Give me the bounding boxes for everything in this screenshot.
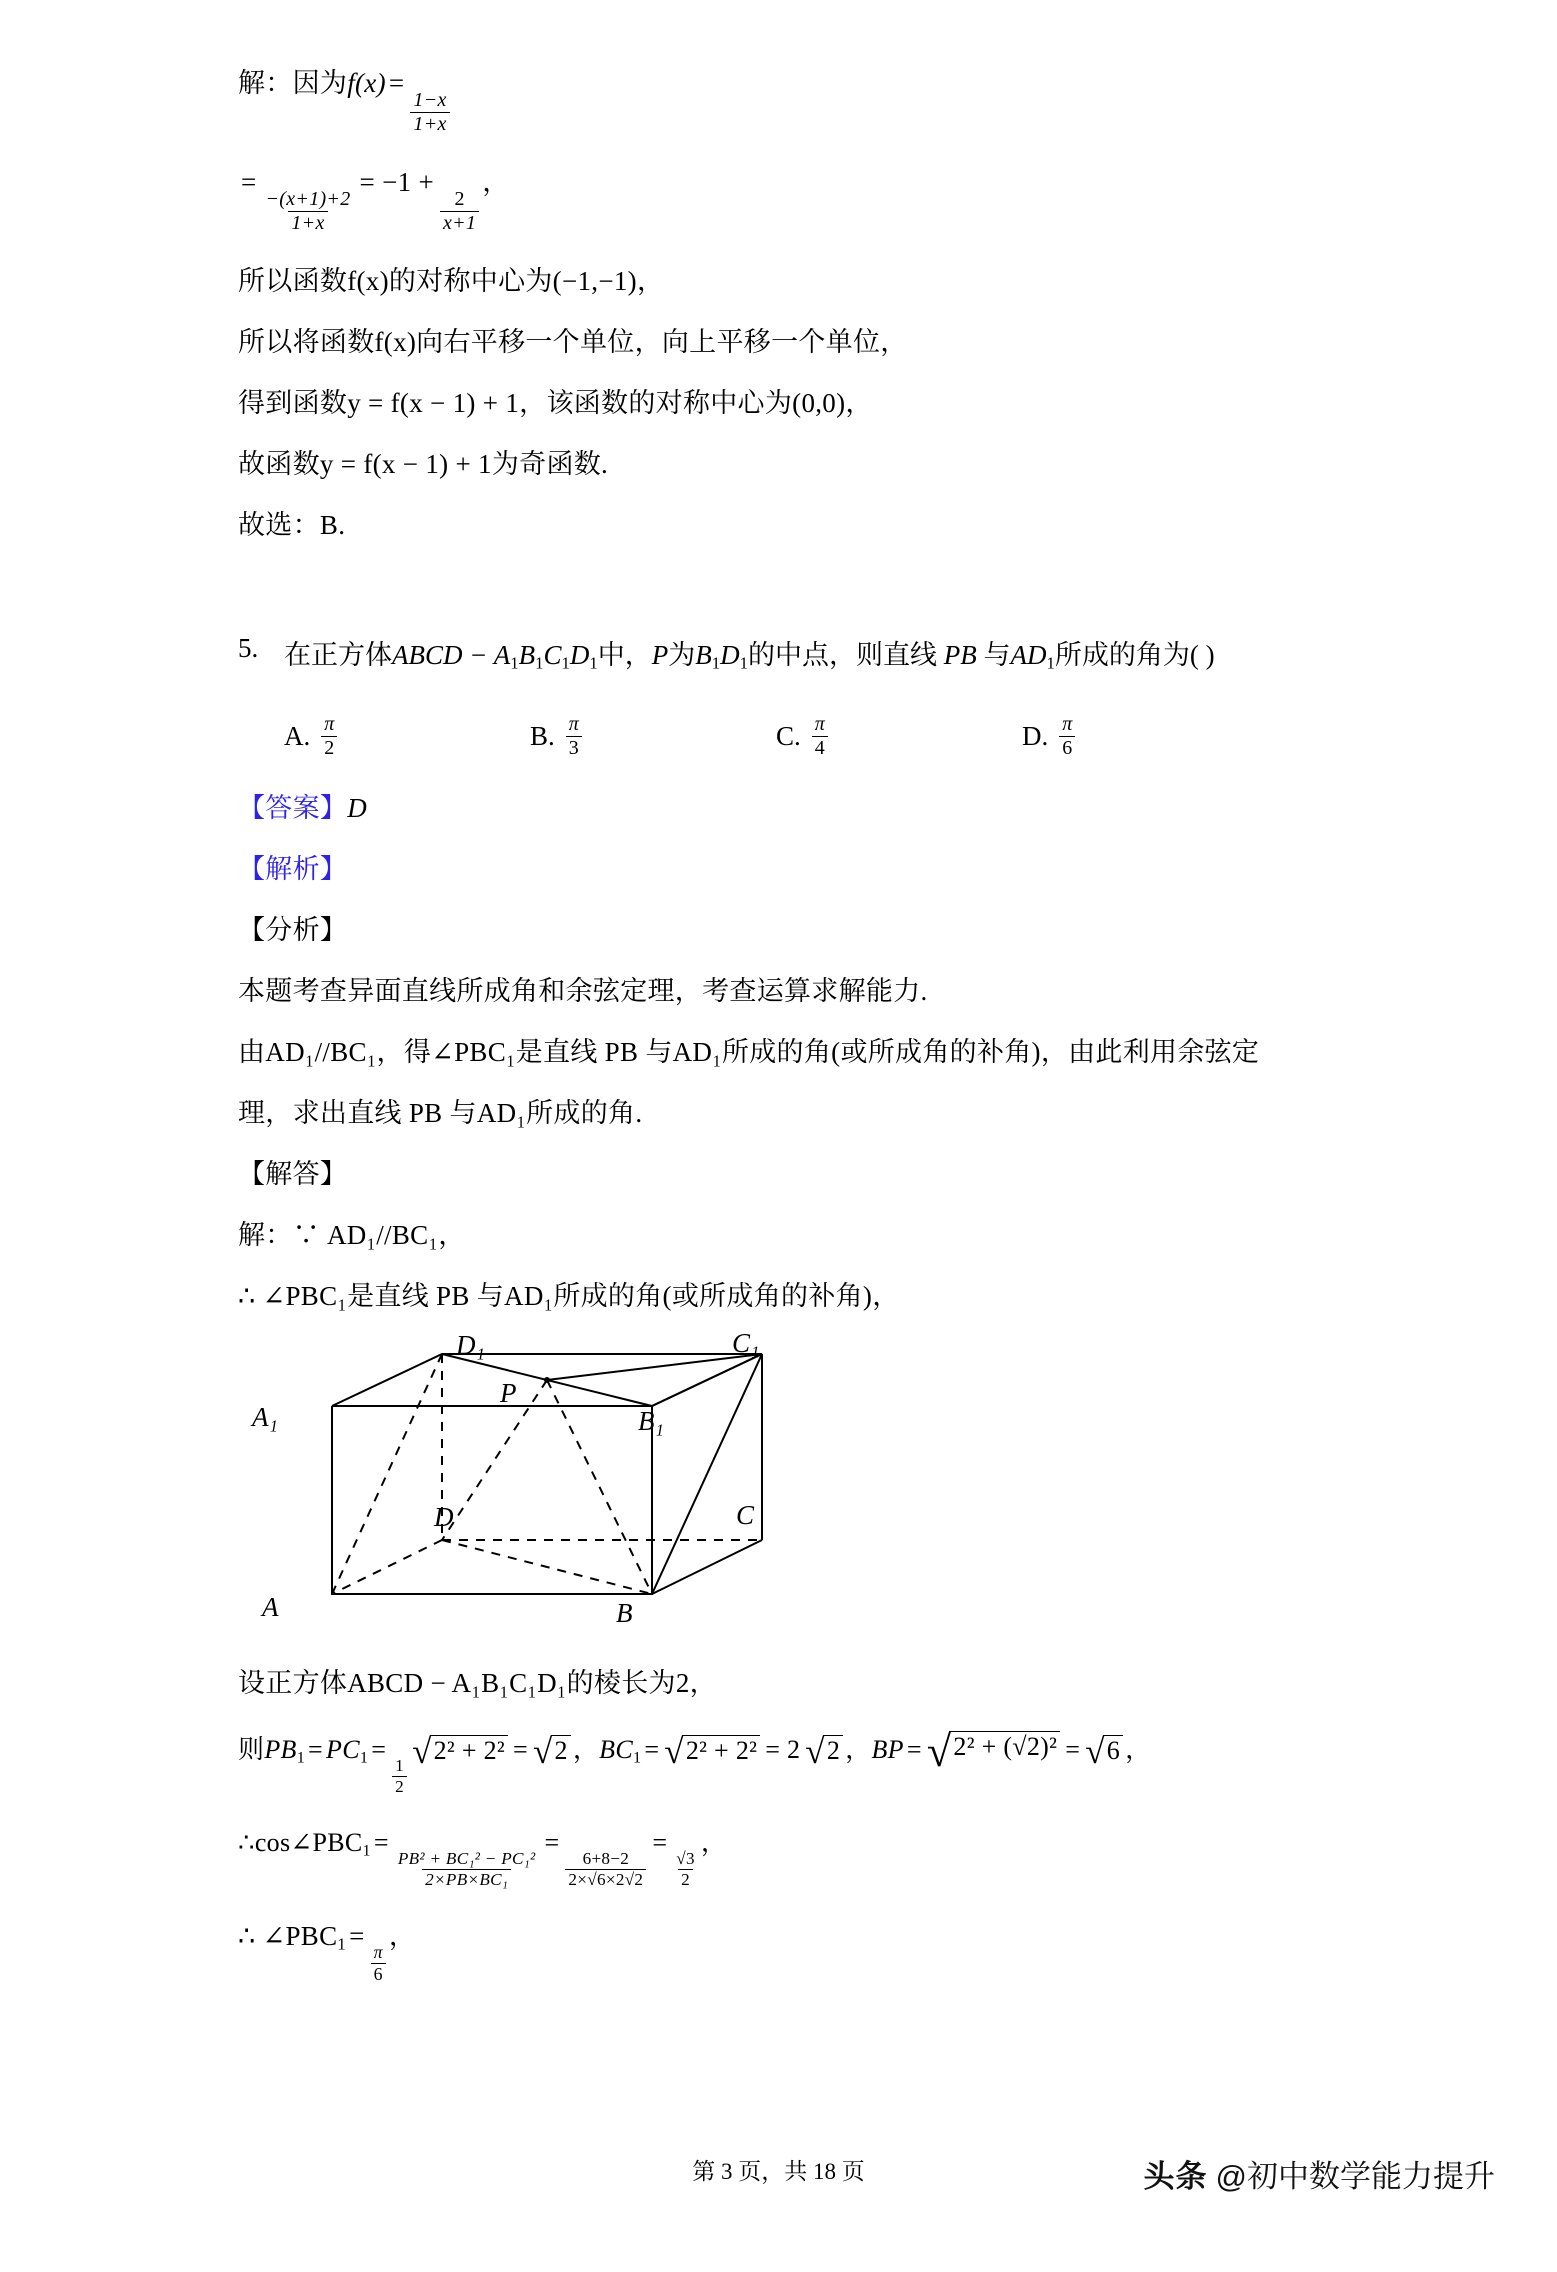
calc-pb1: PB [264,1734,297,1764]
solution-prefix: 解：因为 [238,68,348,98]
calc-bp: BP [871,1734,904,1764]
solution-line-5: 得到函数y = f(x − 1) + 1，该函数的对称中心为(0,0)， [238,387,873,418]
solution-line-6: 故函数y = f(x − 1) + 1为奇函数. [238,448,609,479]
cos-eq2: = [544,1827,560,1857]
vertex-label-p: P [500,1377,517,1408]
cos-eq1: = [373,1827,389,1857]
segment-pb: PB [943,639,977,670]
option-a[interactable] [284,714,530,759]
analysis-line-2: 由AD₁//BC₁，得∠PBC₁是直线 PB 与AD₁所成的角(或所成角的补角)，由此利用余弦定 [238,1036,1260,1067]
cos-line [238,1827,1418,1889]
vertex-label-d1: D₁ [456,1329,485,1360]
calc-half: $\frac{1}{2}$ [392,1757,407,1796]
vertex-b: B [518,639,536,670]
solution-line-7: 故选：B. [238,509,346,540]
vertex-label-c1: C₁ [732,1327,760,1358]
equals-sign: = [388,68,405,98]
option-c[interactable] [776,714,1022,759]
solution-line-2 [238,166,1418,234]
question-stem [284,633,1215,674]
fraction-2: $\frac{-(x+1)+2}{1+x}$ [265,188,351,234]
calc-sqrt-2: √ 2 [533,1735,571,1768]
page-body [238,70,1418,2017]
calc-comma1: ， [572,1734,600,1764]
comma-1: ， [482,166,510,197]
calc-sqrt-6: √ 6 [1085,1735,1123,1768]
solve-line-1: 解：∵ AD₁//BC₁， [238,1219,466,1250]
final-frac: $\frac{\pi}{6}$ [371,1943,386,1983]
vertex-label-a: A [262,1591,279,1622]
calc-eq1: = [308,1734,324,1764]
vertex-d-2: D [720,639,740,670]
option-b-label: B. [530,720,555,751]
sub-b1-2: 1 [711,653,721,673]
option-d-value: $\frac{\pi}{6}$ [1059,714,1075,759]
solution-line-1 [238,70,1418,135]
stem-part-5: 与 [976,639,1011,670]
calc-sqrt-1: √ 2² + 2² [412,1735,508,1768]
option-a-value: $\frac{\pi}{2}$ [321,714,337,759]
point-p: P [651,639,669,670]
calc-eq4: = [644,1734,660,1764]
calc-prefix: 则 [238,1734,265,1764]
calc-eq5: = 2 [765,1734,801,1764]
cube-diagram [238,1327,1418,1644]
vertex-b-2: B [695,639,712,670]
equals-minus-one: = −1 + [359,166,434,197]
option-b[interactable] [530,714,776,759]
final-sub: 1 [337,1934,347,1954]
calc-eq3: = [512,1734,528,1764]
calc-sqrt-5: √ 2² + (√2)² [927,1731,1060,1773]
watermark-handle: @初中数学能力提升 [1215,2159,1495,2194]
question-number: 5. [238,632,259,663]
cos-frac-3: $\frac{√3}{2}$ [676,1848,695,1889]
answer-options [238,714,1418,759]
vertex-label-a1: A₁ [252,1401,278,1432]
calc-comma2: ， [845,1734,872,1764]
sub-b1: 1 [535,653,544,673]
final-comma: ， [388,1920,417,1951]
vertex-label-b1: B₁ [638,1405,664,1436]
solve-line-3: 设正方体ABCD − A₁B₁C₁D₁的棱长为2， [238,1667,717,1698]
fraction-3: $\frac{2}{x+1}$ [440,189,479,234]
watermark [1144,2151,1495,2196]
vertex-label-b: B [616,1597,633,1628]
analysis-label: 【分析】 [238,914,348,945]
stem-part-2: 中， [597,639,652,670]
sub-d1-2: 1 [739,653,748,673]
calc-bc1: BC [599,1734,633,1764]
calc-eq7: = [1065,1734,1081,1764]
cos-comma: ， [700,1827,728,1857]
cos-sub: 1 [362,1842,371,1860]
solve-label: 【解答】 [238,1158,348,1189]
solution-line-4: 所以将函数f(x)向右平移一个单位，向上平移一个单位， [238,326,908,357]
stem-part-6: 所成的角为( ) [1054,639,1215,670]
question-5 [238,633,1418,674]
option-b-value: $\frac{\pi}{3}$ [566,714,582,759]
vertex-label-d: D [434,1501,454,1532]
stem-part-3: 为 [668,639,696,670]
equals-sign-2: = [241,166,257,197]
calc-eq6: = [906,1734,922,1764]
calc-comma3: ， [1125,1734,1152,1764]
fraction-1: $\frac{1-x}{1+x}$ [410,90,449,135]
answer-value: D [347,792,368,823]
option-d-label: D. [1022,720,1049,751]
watermark-brand: 头条 [1143,2159,1208,2194]
final-prefix: ∴ ∠PBC [238,1920,338,1951]
option-c-value: $\frac{\pi}{4}$ [812,714,828,759]
answer-label: 【答案】 [238,792,348,823]
vertex-c: C [543,639,562,670]
function-fx: f(x) [347,68,386,98]
final-eq: = [349,1920,365,1951]
analysis-line-1: 本题考查异面直线所成角和余弦定理，考查运算求解能力. [238,975,928,1006]
solve-line-2: ∴ ∠PBC₁是直线 PB 与AD₁所成的角(或所成角的补角)， [238,1280,900,1311]
segment-ad1: AD [1010,639,1047,670]
vertex-label-c: C [736,1499,755,1530]
vertex-labels [238,1327,798,1644]
cube-label-abcd: ABCD − A [392,639,511,670]
cos-eq3: = [652,1827,668,1857]
option-d[interactable] [1022,714,1268,759]
calc-sqrt-4: √ 2 [805,1735,843,1768]
sub-a1: 1 [510,653,519,673]
cos-prefix: ∴cos∠PBC [238,1827,363,1857]
cos-frac-2: $\frac{6+8-2}{2\times√6\times 2√2}$ [565,1850,646,1889]
stem-part-4: 的中点，则直线 [747,639,944,670]
explanation-label: 【解析】 [238,853,348,884]
calc-line: 则$PB_1 = PC_1$ = $\frac{1}{2}$ √ 2² + 2² = √ 2 ，$BC_1$ = √ 2² + 2² = 2 √ 2 ，BP = √ 2² + (√2)² = √ 6 ， [238,1726,1152,1796]
answer-row [238,792,1418,823]
final-line [238,1920,1418,1984]
sub-c1: 1 [561,653,570,673]
vertex-d: D [569,639,590,670]
sub-d1-3: 1 [1046,653,1055,673]
option-c-label: C. [776,720,801,751]
page-footer: 第 3 页，共 18 页 [692,2159,865,2184]
option-a-label: A. [284,720,311,751]
calc-pc1: PC [326,1734,360,1764]
calc-sqrt-3: √ 2² + 2² [664,1735,760,1768]
calc-eq2: = [371,1734,387,1764]
analysis-line-3: 理，求出直线 PB 与AD₁所成的角. [238,1097,643,1128]
cos-frac-1: $\frac{\text{PB² + BC₁² − PC₁²}}{\text{2×PB×BC₁}}$ [397,1848,536,1889]
stem-part-1: 在正方体 [284,639,392,670]
solution-line-3: 所以函数f(x)的对称中心为(−1,−1)， [238,265,665,296]
sub-d1: 1 [589,653,598,673]
